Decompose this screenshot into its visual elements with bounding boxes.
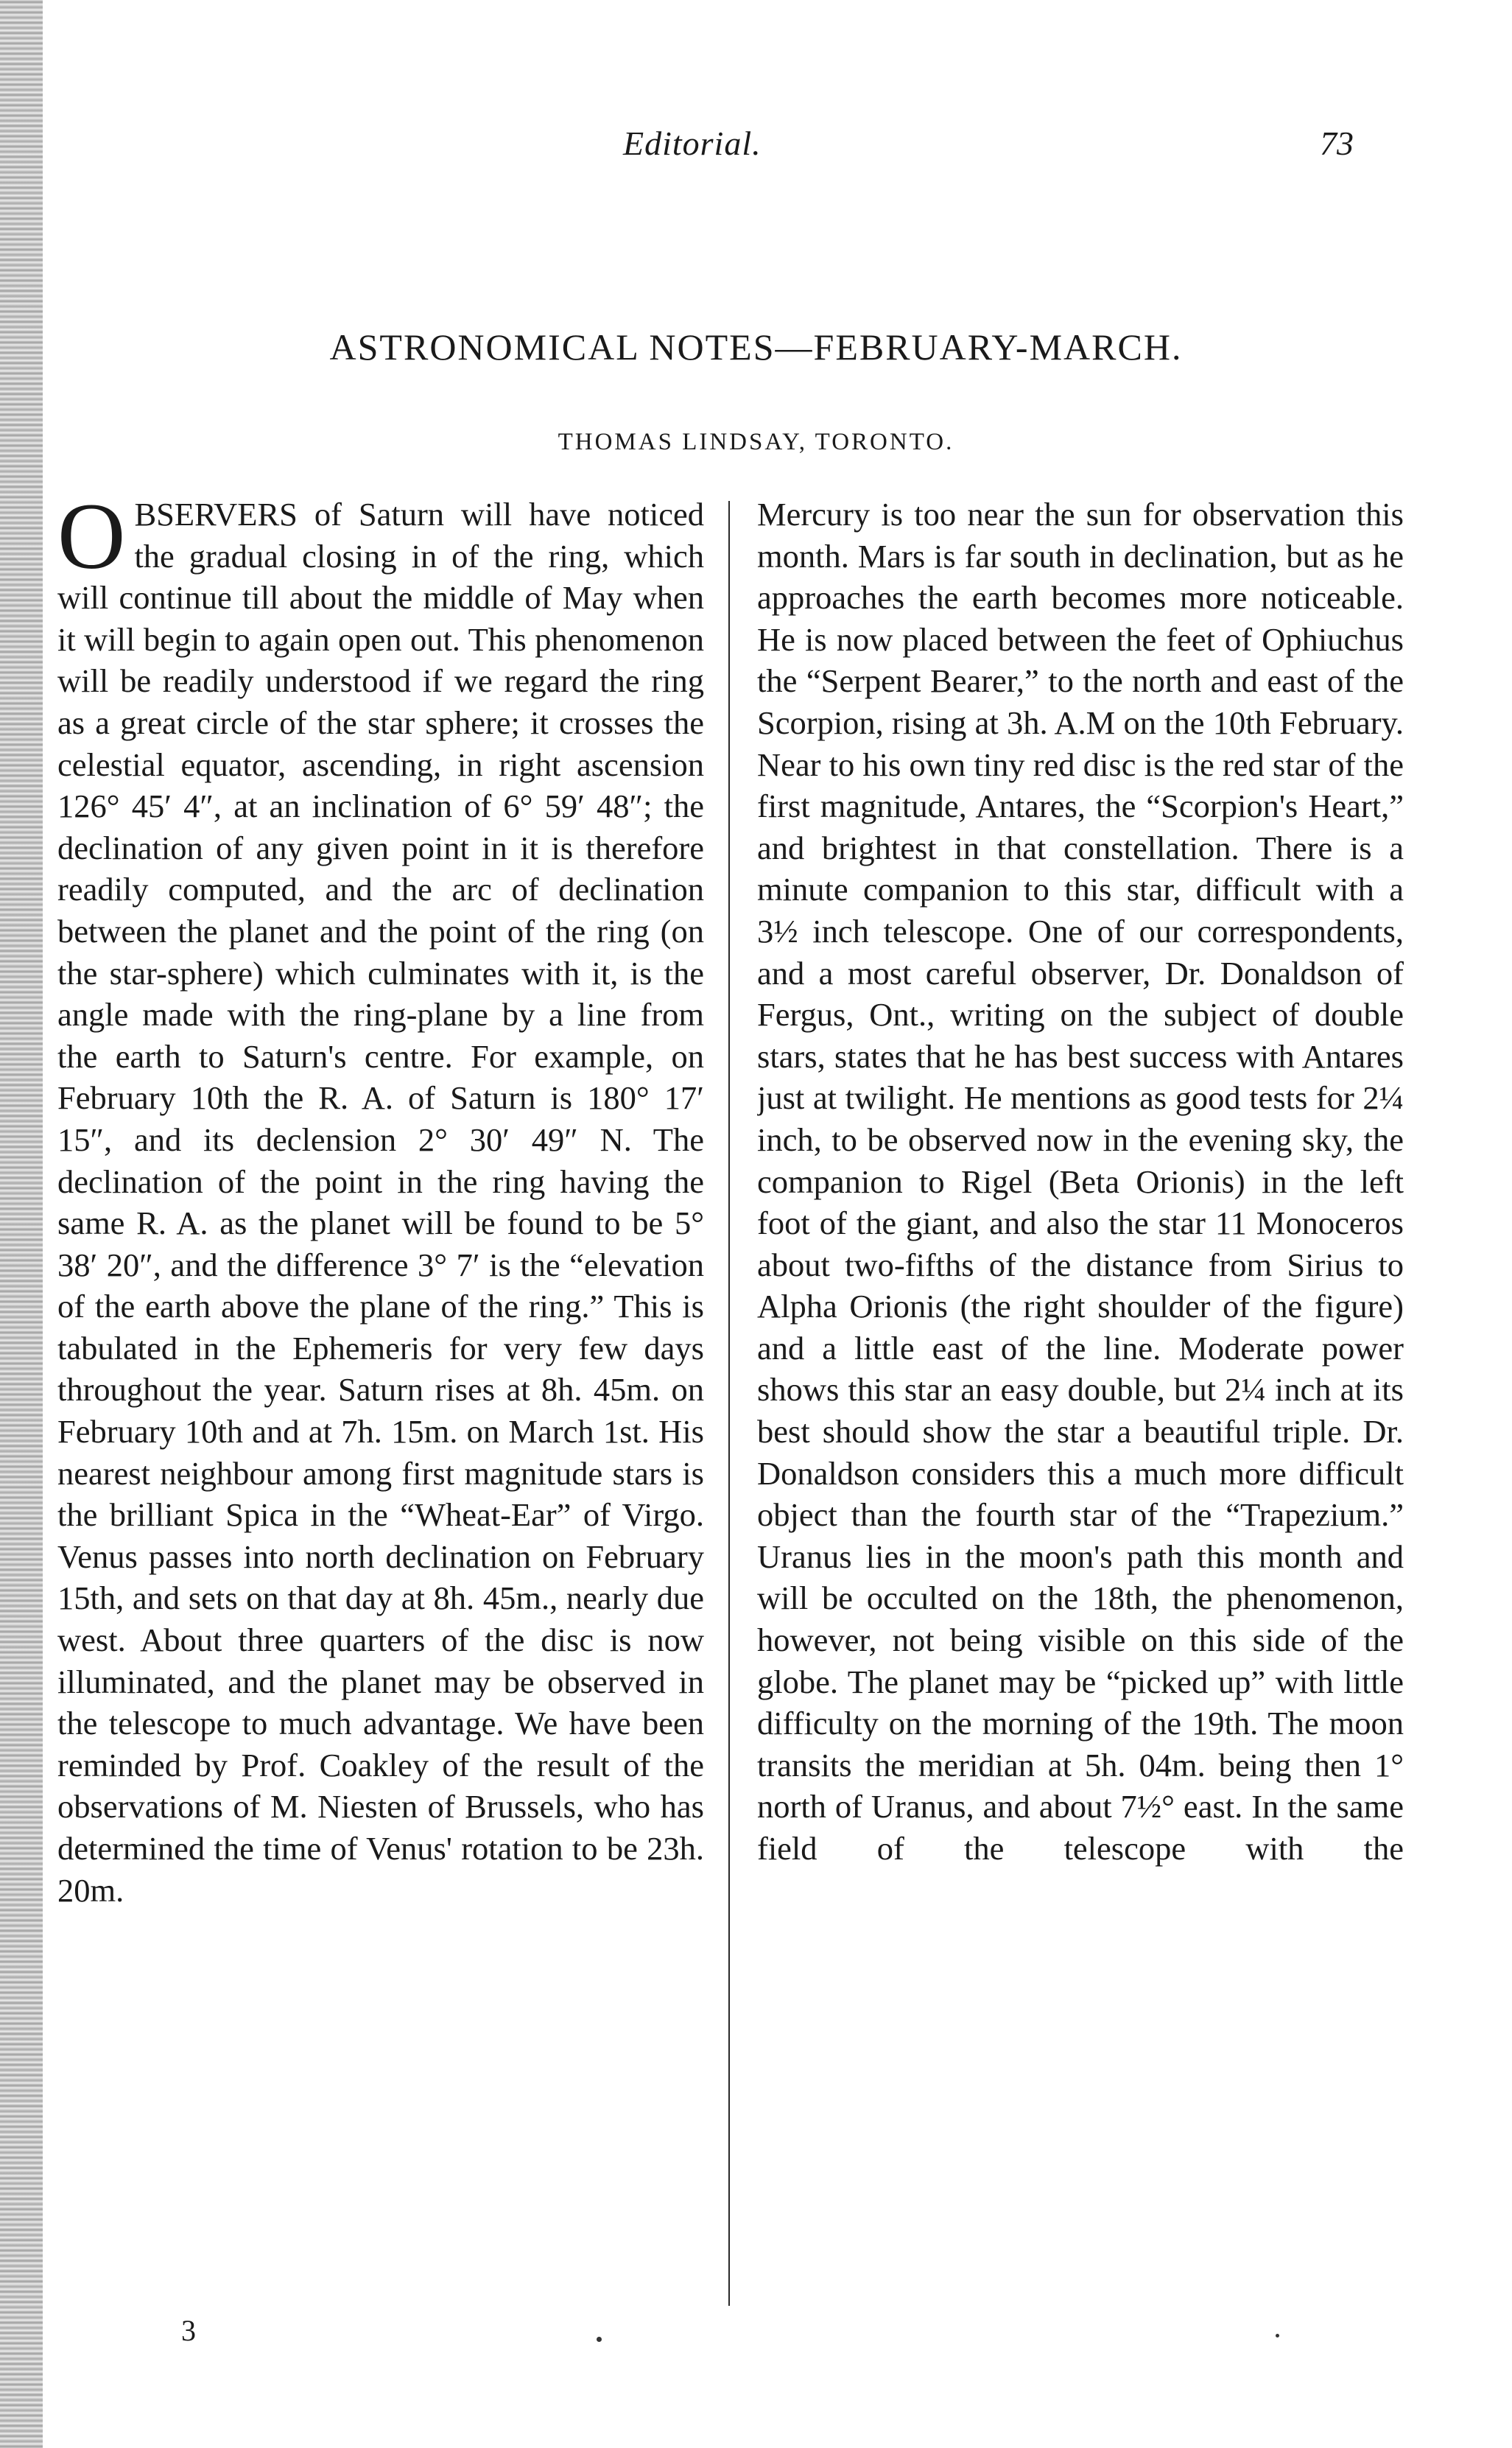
article-byline: THOMAS LINDSAY, TORONTO. bbox=[558, 429, 954, 455]
print-speck bbox=[597, 2337, 602, 2342]
right-column bbox=[757, 494, 1404, 2306]
right-column-text: Mercury is too near the sun for observation this month. Mars is far south in declination, but as he approaches the earth becomes more noticeable. He is now placed between the feet of Ophiuchus the “Serpent Bearer,” to the north and east of the Scorpion, rising at 3h. A.M on the 10th February. Near to his own tiny red disc is the red star of the first magnitude, Antares, the “Scorpion's Heart,” and brightest in that constellation. There is a minute companion to this star, difficult with a 3½ inch telescope. One of our correspondents, and a most careful observer, Dr. Donaldson of Fergus, Ont., writing on the subject of double stars, states that he has best success with Antares just at twilight. He mentions as good tests for 2¼ inch, to be observed now in the evening sky, the companion to Rigel (Beta Orionis) in the left foot of the giant, and also the star 11 Monoceros about two-fifths of the distance from Sirius to Alpha Orionis (the right shoulder of the figure) and a little east of the line. Moderate power shows this star an easy double, but 2¼ inch at its best should show the star a beautiful triple. Dr. Donaldson considers this a much more difficult object than the fourth star of the “Trapezium.” Uranus lies in the moon's path this month and will be occulted on the 18th, the phenomenon, however, not being visible on this side of the globe. The planet may be “picked up” with little difficulty on the morning of the 19th. The moon transits the meridian at 5h. 04m. being then 1° north of Uranus, and about 7½° east. In the same field of the telescope with the bbox=[757, 496, 1404, 1867]
signature-mark: 3 bbox=[181, 2314, 196, 2347]
article-title: ASTRONOMICAL NOTES—FEBRUARY-MARCH. bbox=[329, 326, 1183, 368]
running-head: Editorial. bbox=[623, 124, 762, 162]
drop-cap: O bbox=[57, 494, 126, 589]
column-divider bbox=[728, 501, 730, 2306]
left-column-paragraph bbox=[57, 494, 704, 1911]
page-number: 73 bbox=[1320, 124, 1354, 162]
print-speck bbox=[1276, 2334, 1279, 2337]
left-column bbox=[57, 494, 704, 2306]
left-column-text: BSERVERS of Saturn will have noticed the gradual closing in of the ring, which will continue till about the middle of May when it will begin to again open out. This phenomenon will be readily understood if we regard the ring as a great circle of the star sphere; it crosses the celestial equator, ascending, in right ascension 126° 45′ 4″, at an inclination of 6° 59′ 48″; the declination of any given point in it is therefore readily computed, and the arc of declination between the planet and the point of the ring (on the star-sphere) which culminates with it, is the angle made with the ring-plane by a line from the earth to Saturn's centre. For example, on February 10th the R. A. of Saturn is 180° 17′ 15″, and its declension 2° 30′ 49″ N. The declination of the point in the ring having the same R. A. as the planet will be found to be 5° 38′ 20″, and the difference 3° 7′ is the “elevation of the earth above the plane of the ring.” This is tabulated in the Ephemeris for very few days throughout the year. Saturn rises at 8h. 45m. on February 10th and at 7h. 15m. on March 1st. His nearest neighbour among first magnitude stars is the brilliant Spica in the “Wheat-Ear” of Virgo. Venus passes into north declination on February 15th, and sets on that day at 8h. 45m., nearly due west. About three quarters of the disc is now illuminated, and the planet may be observed in the telescope to much advantage. We have been reminded by Prof. Coakley of the result of the observations of M. Niesten of Brussels, who has determined the time of Venus' rotation to be 23h. 20m. bbox=[57, 496, 704, 1909]
